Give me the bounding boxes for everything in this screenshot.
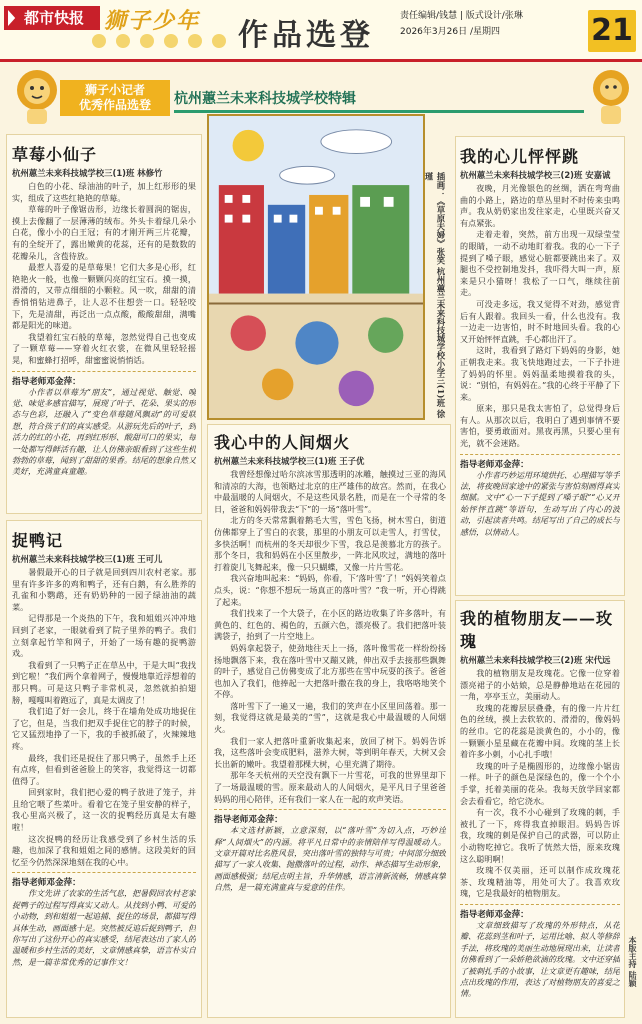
banner-underline (174, 110, 584, 113)
article-title: 我的心儿怦怦跳 (460, 147, 580, 166)
paragraph: 暑假最开心的日子就是回到四川农村老家。那里有许多许多的鸡和鸭子，还有白鹅，有么胜养的孔雀和小鹦鹉，还有奶奶种的一园子绿油油的蔬菜。 (12, 567, 196, 612)
paragraph: 可没走多远，我又觉得不对劲，感觉背后有人跟着。我回头一看，什么也没有。我一边走一边害怕，时不时地回头看。我的心又开始怦怦直跳，手心都出汗了。 (460, 298, 620, 344)
article-heartbeat (460, 144, 620, 592)
paragraph: 白色的小花、绿油油的叶子，加上红形形的果实，组成了这些红艳艳的草莓。 (12, 181, 196, 203)
paragraph: 我们一家人把落叶重新收集起来，放回了树下。妈妈告诉我，这些落叶会变成肥料，滋养大树，等到明年春天，大树又会长出新的嫩叶。我望着那棵大树，心里充满了期待。 (214, 735, 446, 769)
teacher-comment (214, 809, 446, 893)
paragraph: 我兴奋地叫起来：“妈妈，你看，下‘落叶雪’了！”妈妈笑着点点头，说：“你想不想玩一场真正的落叶雪？”我一听，开心得跳了起来。 (214, 573, 446, 607)
article-title: 草莓小仙子 (12, 145, 98, 164)
article-body (12, 181, 196, 367)
drawing-caption: 插画：《草原夫婦》张笑 杭州蕙兰未来科技城学校小学三(1)班 徐瑾 (424, 172, 446, 419)
lion-mascot-icon (588, 66, 634, 126)
paragraph: 那年冬天杭州的天空没有飘下一片雪花，可我的世界里却下了一场最温暖的雪。原来最动人的人间烟火，是平凡日子里爸爸妈妈的用心陪伴，还有我们一家人在一起的欢声笑语。 (214, 770, 446, 804)
paragraph: 我曾经想像过哈尔滨冰雪那透明的冰雕，触摸过三亚的海风和清凉的大海，也领略过北京的庄严雄伟的故宫。然而，在我心中最温暖的人间烟火，不是这些风景名胜，而是在一个寻常的冬日，爸爸和妈妈带我去“下”的一场“落叶雪”。 (214, 469, 446, 514)
reporter-line1: 狮子小记者 (84, 83, 145, 97)
paragraph: 我看到了一只鸭子正在草丛中，于是大叫“我找到它啦！”我们两个拿着网子，慢慢地靠近浮想着的那只鸭。可是这只鸭子非常机灵，忽然就拍拍翅膀，嘎嘎叫着跑远了，真是太调皮了！ (12, 659, 196, 705)
paragraph: 我们追了好一会儿，终于在墙角处成功地捉住了它，但是，当我们把双手捉住它的脖子的时候，它又猛烈地挣了一下，我的手被抓破了，火辣辣地疼。 (12, 706, 196, 751)
article-author: 杭州蕙兰未来科技城学校三(1)班 林修竹 (12, 168, 163, 178)
paragraph: 我们找来了一个大袋子，在小区的路边收集了许多落叶，有黄色的、红色的、褐色的，五颜六色，漂亮极了。我们把落叶装满袋子，抬到了一片空地上。 (214, 608, 446, 642)
article-title: 捉鸭记 (12, 531, 64, 550)
page-host-credit: 本版主持 陆颖 (628, 936, 637, 987)
paragraph: 玫瑰的叶子是椭圆形的，边缘像小锯齿一样。叶子的颜色是深绿色的，像一个个小手掌，托着美丽的花朵。我每天放学回家都会去看看它，给它浇水。 (460, 760, 620, 806)
article-author: 杭州蕙兰未来科技城学校三(2)班 宋代远 (460, 655, 611, 665)
comment-heading: 指导老师邓金萍： (460, 459, 529, 470)
comment-heading: 指导老师邓金萍： (460, 909, 529, 920)
reporter-badge (60, 80, 170, 116)
school-banner: 杭州蕙兰未来科技城学校特辑 (174, 91, 356, 107)
paragraph: 草莓的叶子像锯齿形，边缘长着圆润的锯齿，摸上去像翻了一层薄薄的绒布。外头卡着绿几朵小白花，像小小的白王冠；有的才刚开两三片花瓣，有的全绽开了，露出嫩黄的花蕊，还有的是数数的花瓣朵儿，含苞待放。 (12, 204, 196, 261)
paragraph: 走着走着，突然，前方出现一双绿莹莹的眼睛，一动不动地盯着我。我的心一下子提到了嗓子眼，感觉心脏都要跳出来了。双腿也不受控制地发抖，我吓得大叫一声，原来是只小猫呀！我松了一口气，继续往前走。 (460, 229, 620, 298)
paragraph: 有一次，我不小心碰到了玫瑰的刺，手被扎了一下，疼得我直掉眼泪。妈妈告诉我，玫瑰的刺是保护自己的武器，可以防止小动物吃掉它。我听了恍然大悟，原来玫瑰这么聪明啊！ (460, 807, 620, 864)
article-author: 杭州蕙兰未来科技城学校三(1)班 王子优 (214, 456, 365, 466)
article-duck (12, 528, 196, 1012)
paragraph: 北方的冬天常常飘着鹅毛大雪，雪色飞扬，树木雪白，街道仿佛都穿上了雪白的衣裳，那里的小朋友可以走雪人，打雪仗，多快活啊！而杭州的冬天却很少下雪，我总是羡慕北方的孩子。那个冬日，我和妈妈在小区里散步，一阵北风吹过，满地的落叶打着旋儿飞舞起来，像一只只蝴蝶，又像一片片雪花。 (214, 515, 446, 572)
column-logo: 狮子少年 (104, 9, 201, 34)
comment-text: 小作者以草莓为“朋友”，通过视觉、触觉、嗅觉、味觉多感官描写，展现了叶子、花朵、果实的形态与色彩，还融入了“变色草莓随风飘动”的可爱联想，符合孩子们的真实感受。从游玩先后的叶子，到活力的红的小花，再到红形形、酸甜可口的果实，每一处都写得鲜活有趣，让人仿佛亲眼看到了这些生机勃勃的草莓，闻到了甜甜的果香。结尾的想象自然又美好，充满童真童趣。 (12, 387, 196, 477)
article-title: 我心中的人间烟火 (214, 433, 351, 452)
teacher-comment (460, 904, 620, 1000)
comment-text: 本文选材新颖，立意深刻，以“落叶雪”为切入点，巧妙诠释“人间烟火”的内涵。将平凡日常中的亲情陪伴写得温暖动人。文章开篇对比名胜风景，突出落叶雪的独特与可贵；中间部分细致描写了一家人收集、抛撒落叶的过程，动作、神态描写生动形象，画面感极强；结尾点明主旨，升华情感，语言清新流畅，情感真挚自然，是一篇充满童真与爱意的佳作。 (214, 826, 446, 893)
teacher-comment (12, 371, 196, 478)
comment-text: 小作者巧妙运用环境烘托、心理描写等手法，将夜晚回家途中的紧张与害怕刻画得真实细腻。文中“心一下子提到了嗓子眼”“心又开始怦怦直跳”等语句，生动写出了内心的波动，引起读者共鸣。结尾写出了自己的成长与感悟，以情动人。 (460, 470, 620, 537)
lion-mascot-icon (10, 66, 64, 126)
article-author: 杭州蕙兰未来科技城学校三(2)班 安嘉诚 (460, 170, 611, 180)
paragraph: 原来，那只是我太害怕了，总觉得身后有人。从那次以后，我明白了遇到事情不要害怕，要勇敢面对。黑夜再黑，只要心里有光，就不会迷路。 (460, 403, 620, 449)
article-body (460, 183, 620, 450)
comment-heading: 指导老师邓金萍： (214, 815, 283, 826)
article-author: 杭州蕙兰未来科技城学校三(1)班 王可儿 (12, 554, 163, 564)
article-fireworks (214, 430, 446, 1014)
paragraph: 回到家时，我们把心爱的鸭子放进了笼子，并且给它喂了些菜叶。看着它在笼子里安静的样子，我心里高兴极了，这一次的捉鸭经历真是太有趣啦！ (12, 787, 196, 833)
paragraph: 我望着红宝石般的草莓，忽然觉得自己也变成了一颗草莓——穿着火红衣裳，在微风里轻轻摇晃，和蜜蜂打招呼，甜蜜蜜说悄悄话。 (12, 331, 196, 365)
paragraph: 玫瑰的花瓣层层叠叠，有的像一片片红色的丝绒，摸上去软软的、滑滑的，像妈妈的丝巾。它的花蕊是淡黄色的，小小的，像一颗颗小星星藏在花瓣中间。玫瑰的茎上长着许多小刺，小心扎手哦！ (460, 702, 620, 760)
article-body (12, 567, 196, 868)
article-body (460, 668, 620, 900)
comment-text: 作文先讲了农家的生活气息，把暑假回农村老家捉鸭子的过程写得真实又动人。从找到小鸭、可爱的小动物，到和姐姐一起追捕、捉住的场景，都描写得具体生动，画面感十足。突然被反追后捉到鸭子，但你写出了这份开心的真实感受，结尾表达出了家人的温暖和乡村生活的美好，文章情感真挚，语言朴实自然，是一篇非常优秀的记事作文！ (12, 889, 196, 967)
teacher-comment (12, 872, 196, 968)
article-strawberry (12, 142, 196, 510)
student-drawing (207, 114, 425, 420)
paragraph: 最终，我们还是捉住了那只鸭子，虽然手上还有点疼，但看到爸爸脸上的笑容，我觉得这一切都值得了。 (12, 752, 196, 786)
comment-text: 文章细致描写了玫瑰的外形特点，从花瓣、花蕊到茎和叶子，运用比喻、拟人等修辞手法，将玫瑰的美丽生动地展现出来，让读者仿佛看到了一朵娇艳欲滴的玫瑰。文中还穿插了被刺扎手的小故事，让文章更有趣味，结尾点出玫瑰的作用，表达了对植物朋友的喜爱之情。 (460, 920, 620, 999)
comment-heading: 指导老师邓金萍： (12, 878, 81, 889)
page-number: 21 (588, 10, 636, 52)
reporter-line2: 优秀作品选登 (78, 98, 151, 112)
article-body (214, 469, 446, 805)
paragraph: 我的植物朋友是玫瑰花。它像一位穿着漂亮裙子的小姑娘，总是静静地站在花园的一角，亭亭玉立，美丽动人。 (460, 668, 620, 702)
paragraph: 最惹人喜爱的是草莓果！它们大多是心形，红艳艳火一般，也像一颗颗闪亮的红宝石。摸一摸，滑滑的，又带点细细的小颗粒。风一吹，甜甜的清香悄悄钻进鼻子，让人忍不住想尝一口。轻轻咬下，先是清甜，再泛出一点点酸，酸酸甜甜，满嘴都是阳光的味道。 (12, 262, 196, 331)
article-rose (460, 606, 620, 1012)
paragraph: 这次捉鸭的经历让我感受到了乡村生活的乐趣，也加深了我和姐姐之间的感情。这段美好的回忆至今仍然深深地刻在我的心中。 (12, 833, 196, 867)
masthead (0, 0, 642, 62)
paragraph: 妈妈拿起袋子，使劲地往天上一扬，落叶像雪花一样纷纷扬扬地飘落下来，我在落叶雪中又蹦又跳，伸出双手去接那些飘舞的叶子，感觉自己仿佛变成了北方那些在雪中玩耍的孩子。爸爸也加入了我们，他捧起一大把落叶撒在我的身上，我咯咯地笑个不停。 (214, 642, 446, 700)
paragraph: 记得那是一个炎热的下午，我和姐姐兴冲冲地回到了老家，一眼就看到了院子里养的鸭子。我们立刻拿起竹竿和网子，开始了一场有趣的捉鸭游戏。 (12, 613, 196, 659)
paragraph: 落叶雪下了一遍又一遍，我们的笑声在小区里回荡着。那一刻，我觉得这就是最美的“雪”，这就是我心中最温暖的人间烟火。 (214, 700, 446, 735)
paragraph: 玫瑰不仅美丽，还可以制作成玫瑰花茶、玫瑰精油等，用处可大了。我喜欢玫瑰，它是我最好的植物朋友。 (460, 865, 620, 899)
paragraph: 这时，我看到了路灯下妈妈的身影，她正朝我走来。我飞快地跑过去，一下子扑进了妈妈的怀里。妈妈温柔地摸着我的头，说：“别怕，有妈妈在。”我的心终于平静了下来。 (460, 345, 620, 402)
comment-heading: 指导老师邓金萍： (12, 376, 81, 387)
section-title: 作品选登 (238, 18, 374, 53)
article-title: 我的植物朋友——玫瑰 (460, 609, 614, 651)
issue-date: 2026年3月26日 /星期四 (400, 27, 500, 37)
teacher-comment (460, 454, 620, 538)
paragraph: 夜晚，月光像银色的丝绸，洒在弯弯曲曲的小路上，路边的草丛里时不时传来虫鸣声。我从奶奶家出发往家走，心里既兴奋又有点紧张。 (460, 183, 620, 228)
editor-credit: 责任编辑/钱慧 | 版式设计/张琳 (400, 11, 523, 21)
paper-logo: 都市快报 (4, 6, 100, 30)
